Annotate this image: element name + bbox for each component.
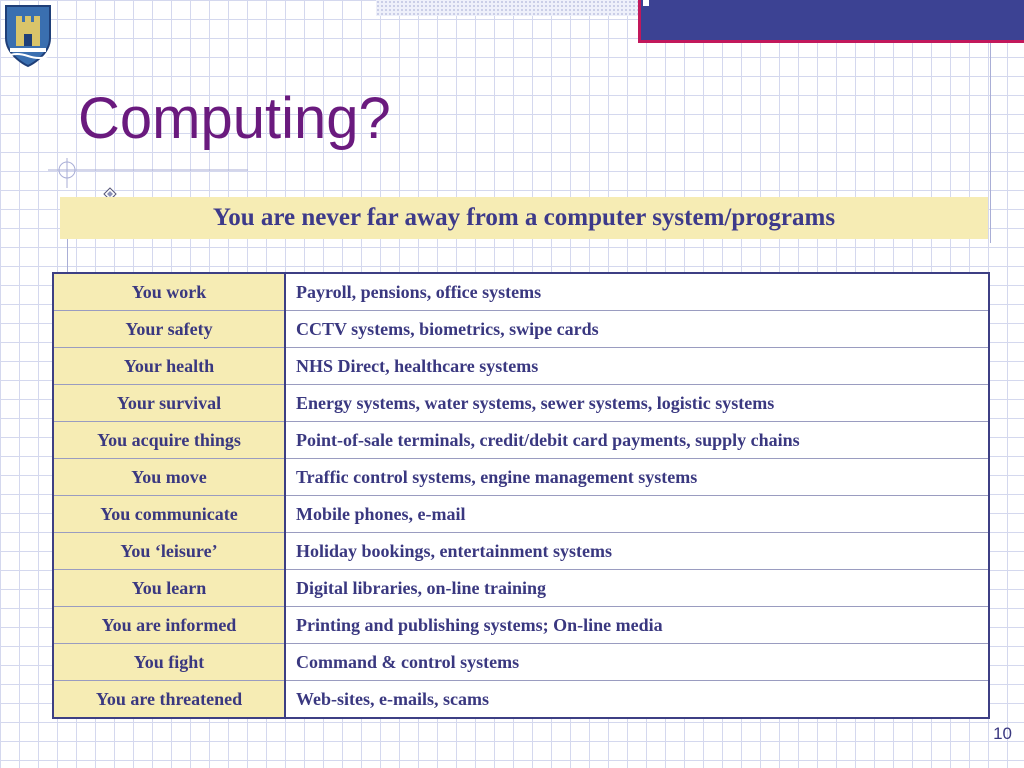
- systems-cell: Point-of-sale terminals, credit/debit card payments, supply chains: [285, 422, 989, 459]
- header-bar-tick: [643, 0, 649, 6]
- life-area-cell: You acquire things: [53, 422, 285, 459]
- life-area-cell: You learn: [53, 570, 285, 607]
- table-row: [53, 348, 989, 385]
- table-row: [53, 533, 989, 570]
- table-row: [53, 607, 989, 644]
- life-area-cell: You are informed: [53, 607, 285, 644]
- callout-banner: You are never far away from a computer system/programs: [60, 197, 988, 239]
- title-underline-ornament: [48, 158, 248, 188]
- table-row: [53, 422, 989, 459]
- right-guide-line: [990, 43, 991, 243]
- table-row: [53, 496, 989, 533]
- life-area-cell: You move: [53, 459, 285, 496]
- life-area-cell: You work: [53, 273, 285, 311]
- top-dotted-band: [376, 0, 638, 16]
- left-guide-line: [67, 239, 68, 273]
- slide-title: Computing?: [78, 86, 391, 151]
- life-area-cell: Your survival: [53, 385, 285, 422]
- life-area-cell: Your health: [53, 348, 285, 385]
- computing-areas-table: [52, 272, 990, 719]
- systems-cell: Holiday bookings, entertainment systems: [285, 533, 989, 570]
- table-row: [53, 681, 989, 719]
- systems-cell: Traffic control systems, engine management systems: [285, 459, 989, 496]
- systems-cell: Digital libraries, on-line training: [285, 570, 989, 607]
- table-row: [53, 644, 989, 681]
- systems-cell: Printing and publishing systems; On-line media: [285, 607, 989, 644]
- life-area-cell: You ‘leisure’: [53, 533, 285, 570]
- life-area-cell: You are threatened: [53, 681, 285, 719]
- page-number: 10: [993, 724, 1012, 743]
- systems-cell: Payroll, pensions, office systems: [285, 273, 989, 311]
- university-crest-icon: [2, 2, 54, 70]
- systems-cell: NHS Direct, healthcare systems: [285, 348, 989, 385]
- systems-cell: Energy systems, water systems, sewer systems, logistic systems: [285, 385, 989, 422]
- top-header-bar: [638, 0, 1024, 43]
- life-area-cell: You fight: [53, 644, 285, 681]
- systems-cell: Mobile phones, e-mail: [285, 496, 989, 533]
- systems-cell: Web-sites, e-mails, scams: [285, 681, 989, 719]
- table-row: [53, 570, 989, 607]
- table-row: [53, 459, 989, 496]
- table-row: [53, 311, 989, 348]
- systems-cell: CCTV systems, biometrics, swipe cards: [285, 311, 989, 348]
- life-area-cell: Your safety: [53, 311, 285, 348]
- systems-cell: Command & control systems: [285, 644, 989, 681]
- table-row: [53, 385, 989, 422]
- life-area-cell: You communicate: [53, 496, 285, 533]
- table-row: [53, 273, 989, 311]
